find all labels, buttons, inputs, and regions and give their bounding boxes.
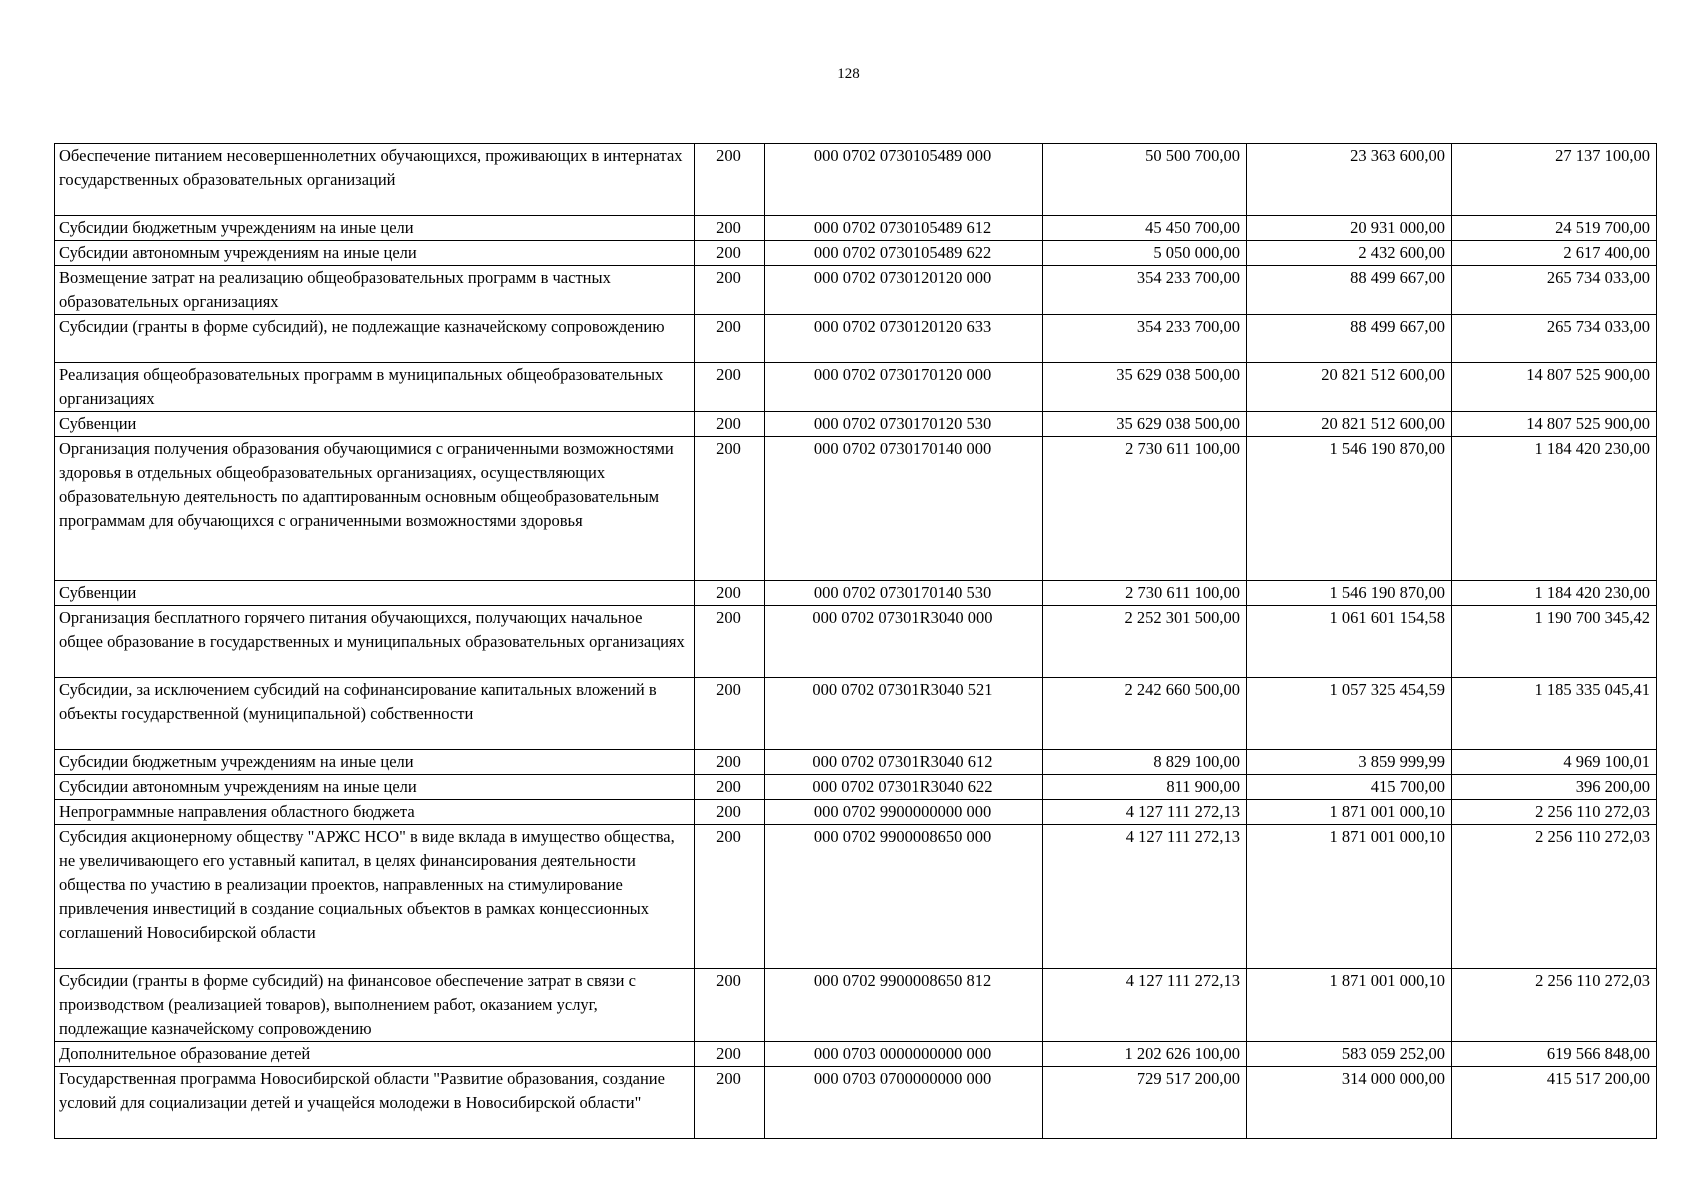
table-row xyxy=(55,437,1657,581)
table-row xyxy=(55,363,1657,412)
row-name-cell: Государственная программа Новосибирской области "Развитие образования, создание условий для социализации детей и учащейся молодежи в Новосибирской области" xyxy=(55,1067,695,1139)
table-row xyxy=(55,606,1657,678)
table-row xyxy=(55,266,1657,315)
row-value-2-cell: 20 821 512 600,00 xyxy=(1247,363,1452,412)
row-classification-cell: 000 0703 0000000000 000 xyxy=(765,1042,1043,1067)
row-classification-cell: 000 0702 9900000000 000 xyxy=(765,800,1043,825)
row-code-cell: 200 xyxy=(695,606,765,678)
row-code-cell: 200 xyxy=(695,1067,765,1139)
row-classification-cell: 000 0702 0730170120 530 xyxy=(765,412,1043,437)
row-value-3-cell: 2 256 110 272,03 xyxy=(1452,969,1657,1042)
row-code-cell: 200 xyxy=(695,800,765,825)
row-value-1-cell: 354 233 700,00 xyxy=(1043,266,1247,315)
row-name-cell: Реализация общеобразовательных программ в муниципальных общеобразовательных организациях xyxy=(55,363,695,412)
row-code-cell: 200 xyxy=(695,241,765,266)
table-row xyxy=(55,412,1657,437)
row-value-1-cell: 2 730 611 100,00 xyxy=(1043,581,1247,606)
row-value-1-cell: 50 500 700,00 xyxy=(1043,144,1247,216)
table-row xyxy=(55,315,1657,363)
row-classification-cell: 000 0702 0730105489 000 xyxy=(765,144,1043,216)
row-value-1-cell: 2 242 660 500,00 xyxy=(1043,678,1247,750)
row-value-3-cell: 14 807 525 900,00 xyxy=(1452,412,1657,437)
table-row xyxy=(55,1067,1657,1139)
row-code-cell: 200 xyxy=(695,825,765,969)
row-value-3-cell: 14 807 525 900,00 xyxy=(1452,363,1657,412)
row-name-cell: Субвенции xyxy=(55,581,695,606)
row-value-3-cell: 27 137 100,00 xyxy=(1452,144,1657,216)
row-code-cell: 200 xyxy=(695,315,765,363)
row-value-3-cell: 2 256 110 272,03 xyxy=(1452,800,1657,825)
row-classification-cell: 000 0703 0700000000 000 xyxy=(765,1067,1043,1139)
row-value-1-cell: 2 252 301 500,00 xyxy=(1043,606,1247,678)
table-row xyxy=(55,750,1657,775)
row-name-cell: Обеспечение питанием несовершеннолетних обучающихся, проживающих в интернатах государственных образовательных организаций xyxy=(55,144,695,216)
row-code-cell: 200 xyxy=(695,363,765,412)
row-value-3-cell: 1 185 335 045,41 xyxy=(1452,678,1657,750)
row-value-2-cell: 1 871 001 000,10 xyxy=(1247,825,1452,969)
row-value-3-cell: 2 617 400,00 xyxy=(1452,241,1657,266)
row-code-cell: 200 xyxy=(695,437,765,581)
row-value-1-cell: 8 829 100,00 xyxy=(1043,750,1247,775)
row-classification-cell: 000 0702 0730105489 622 xyxy=(765,241,1043,266)
row-value-2-cell: 1 057 325 454,59 xyxy=(1247,678,1452,750)
row-name-cell: Субсидии бюджетным учреждениям на иные цели xyxy=(55,216,695,241)
row-classification-cell: 000 0702 0730170140 530 xyxy=(765,581,1043,606)
table-row xyxy=(55,775,1657,800)
row-code-cell: 200 xyxy=(695,678,765,750)
row-value-2-cell: 88 499 667,00 xyxy=(1247,315,1452,363)
row-value-1-cell: 729 517 200,00 xyxy=(1043,1067,1247,1139)
row-name-cell: Субвенции xyxy=(55,412,695,437)
row-classification-cell: 000 0702 07301R3040 612 xyxy=(765,750,1043,775)
row-code-cell: 200 xyxy=(695,1042,765,1067)
row-name-cell: Организация получения образования обучающимися с ограниченными возможностями здоровья в отдельных общеобразовательных организациях, осуществляющих образовательную деятельность по адаптированным основным общеобразовательным программам для обучающихся с ограниченными возможностями здоровья xyxy=(55,437,695,581)
row-value-1-cell: 5 050 000,00 xyxy=(1043,241,1247,266)
row-value-3-cell: 265 734 033,00 xyxy=(1452,315,1657,363)
row-name-cell: Субсидии, за исключением субсидий на софинансирование капитальных вложений в объекты государственной (муниципальной) собственности xyxy=(55,678,695,750)
row-value-1-cell: 4 127 111 272,13 xyxy=(1043,825,1247,969)
row-classification-cell: 000 0702 0730170140 000 xyxy=(765,437,1043,581)
row-value-3-cell: 396 200,00 xyxy=(1452,775,1657,800)
row-code-cell: 200 xyxy=(695,216,765,241)
table-row xyxy=(55,1042,1657,1067)
table-row xyxy=(55,800,1657,825)
table-row xyxy=(55,678,1657,750)
table-row xyxy=(55,969,1657,1042)
row-name-cell: Субсидии (гранты в форме субсидий), не подлежащие казначейскому сопровождению xyxy=(55,315,695,363)
row-code-cell: 200 xyxy=(695,144,765,216)
row-value-2-cell: 415 700,00 xyxy=(1247,775,1452,800)
row-value-2-cell: 1 061 601 154,58 xyxy=(1247,606,1452,678)
row-name-cell: Дополнительное образование детей xyxy=(55,1042,695,1067)
row-value-1-cell: 35 629 038 500,00 xyxy=(1043,412,1247,437)
row-classification-cell: 000 0702 9900008650 000 xyxy=(765,825,1043,969)
row-value-2-cell: 20 931 000,00 xyxy=(1247,216,1452,241)
row-value-2-cell: 314 000 000,00 xyxy=(1247,1067,1452,1139)
row-value-3-cell: 24 519 700,00 xyxy=(1452,216,1657,241)
row-value-3-cell: 1 190 700 345,42 xyxy=(1452,606,1657,678)
row-value-1-cell: 354 233 700,00 xyxy=(1043,315,1247,363)
row-classification-cell: 000 0702 07301R3040 622 xyxy=(765,775,1043,800)
row-value-2-cell: 2 432 600,00 xyxy=(1247,241,1452,266)
row-value-1-cell: 45 450 700,00 xyxy=(1043,216,1247,241)
table-row xyxy=(55,216,1657,241)
row-name-cell: Непрограммные направления областного бюджета xyxy=(55,800,695,825)
row-value-1-cell: 1 202 626 100,00 xyxy=(1043,1042,1247,1067)
row-name-cell: Субсидии автономным учреждениям на иные цели xyxy=(55,241,695,266)
row-value-2-cell: 1 871 001 000,10 xyxy=(1247,800,1452,825)
row-value-3-cell: 1 184 420 230,00 xyxy=(1452,581,1657,606)
row-name-cell: Возмещение затрат на реализацию общеобразовательных программ в частных образовательных организациях xyxy=(55,266,695,315)
row-value-2-cell: 583 059 252,00 xyxy=(1247,1042,1452,1067)
row-value-2-cell: 1 871 001 000,10 xyxy=(1247,969,1452,1042)
row-classification-cell: 000 0702 0730170120 000 xyxy=(765,363,1043,412)
row-value-2-cell: 1 546 190 870,00 xyxy=(1247,581,1452,606)
row-value-1-cell: 811 900,00 xyxy=(1043,775,1247,800)
row-code-cell: 200 xyxy=(695,412,765,437)
row-code-cell: 200 xyxy=(695,750,765,775)
row-classification-cell: 000 0702 07301R3040 000 xyxy=(765,606,1043,678)
row-name-cell: Субсидии (гранты в форме субсидий) на финансовое обеспечение затрат в связи с производством (реализацией товаров), выполнением работ, оказанием услуг, подлежащие казначейскому сопровождению xyxy=(55,969,695,1042)
row-value-3-cell: 2 256 110 272,03 xyxy=(1452,825,1657,969)
row-value-1-cell: 4 127 111 272,13 xyxy=(1043,800,1247,825)
row-value-3-cell: 619 566 848,00 xyxy=(1452,1042,1657,1067)
row-classification-cell: 000 0702 0730120120 633 xyxy=(765,315,1043,363)
row-classification-cell: 000 0702 07301R3040 521 xyxy=(765,678,1043,750)
row-value-2-cell: 3 859 999,99 xyxy=(1247,750,1452,775)
row-value-1-cell: 2 730 611 100,00 xyxy=(1043,437,1247,581)
row-value-1-cell: 4 127 111 272,13 xyxy=(1043,969,1247,1042)
table-row xyxy=(55,144,1657,216)
row-value-2-cell: 1 546 190 870,00 xyxy=(1247,437,1452,581)
row-value-3-cell: 4 969 100,01 xyxy=(1452,750,1657,775)
row-code-cell: 200 xyxy=(695,969,765,1042)
row-code-cell: 200 xyxy=(695,775,765,800)
budget-table xyxy=(54,143,1657,1139)
budget-table-body xyxy=(55,144,1657,1139)
row-classification-cell: 000 0702 0730105489 612 xyxy=(765,216,1043,241)
row-value-2-cell: 20 821 512 600,00 xyxy=(1247,412,1452,437)
row-code-cell: 200 xyxy=(695,581,765,606)
table-row xyxy=(55,825,1657,969)
row-name-cell: Организация бесплатного горячего питания обучающихся, получающих начальное общее образование в государственных и муниципальных образовательных организациях xyxy=(55,606,695,678)
row-name-cell: Субсидии бюджетным учреждениям на иные цели xyxy=(55,750,695,775)
row-name-cell: Субсидия акционерному обществу "АРЖС НСО" в виде вклада в имущество общества, не увеличивающего его уставный капитал, в целях финансирования деятельности общества по участию в реализации проектов, направленных на стимулирование привлечения инвестиций в создание социальных объектов в рамках концессионных соглашений Новосибирской области xyxy=(55,825,695,969)
table-row xyxy=(55,581,1657,606)
row-value-1-cell: 35 629 038 500,00 xyxy=(1043,363,1247,412)
row-value-2-cell: 23 363 600,00 xyxy=(1247,144,1452,216)
row-value-3-cell: 1 184 420 230,00 xyxy=(1452,437,1657,581)
row-value-3-cell: 415 517 200,00 xyxy=(1452,1067,1657,1139)
row-name-cell: Субсидии автономным учреждениям на иные цели xyxy=(55,775,695,800)
row-classification-cell: 000 0702 9900008650 812 xyxy=(765,969,1043,1042)
table-row xyxy=(55,241,1657,266)
row-value-2-cell: 88 499 667,00 xyxy=(1247,266,1452,315)
row-value-3-cell: 265 734 033,00 xyxy=(1452,266,1657,315)
page-number: 128 xyxy=(837,66,860,82)
row-classification-cell: 000 0702 0730120120 000 xyxy=(765,266,1043,315)
row-code-cell: 200 xyxy=(695,266,765,315)
